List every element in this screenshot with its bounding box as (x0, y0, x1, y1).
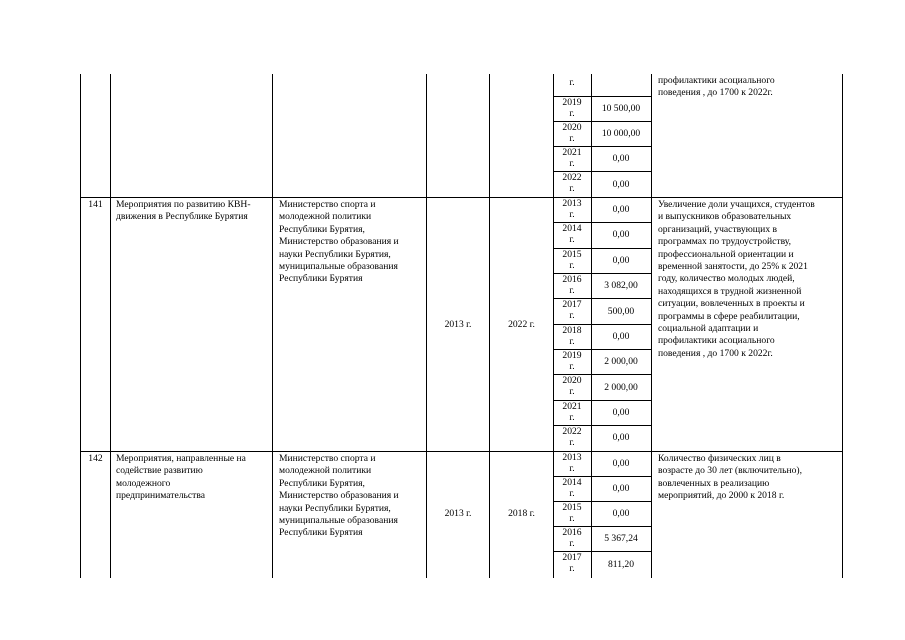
amount-cell: 0,00 (612, 483, 630, 494)
year-cell: 2013 г. (562, 452, 582, 474)
start-year: 2013 г. (444, 319, 472, 330)
year-cell: 2017 г. (562, 552, 582, 574)
year-cell: 2014 г. (562, 477, 582, 499)
row-number: 141 (88, 199, 103, 210)
amount-cell: 500,00 (607, 306, 635, 317)
row-separator-141 (80, 197, 842, 198)
start-year: 2013 г. (444, 508, 472, 519)
year-cell: 2018 г. (562, 325, 582, 347)
column-divider-amount (651, 74, 652, 578)
amount-cell: 0,00 (612, 153, 630, 164)
amount-cell: 811,20 (607, 559, 635, 570)
amount-cell: 0,00 (612, 407, 630, 418)
amount-cell: 0,00 (612, 229, 630, 240)
row-number: 142 (88, 453, 103, 464)
measure-text: Мероприятия, направленные на содействие развитию молодежного предпринимательства (116, 453, 246, 502)
year-cell: 2021 г. (562, 147, 582, 169)
column-divider-year (591, 74, 592, 578)
year-cell: 2019 г. (562, 350, 582, 372)
year-cell: 2020 г. (562, 122, 582, 144)
amount-cell: 2 000,00 (604, 356, 638, 367)
year-cell: 2021 г. (562, 401, 582, 423)
amount-cell: 0,00 (612, 331, 630, 342)
measure-text: Мероприятия по развитию КВН- движения в Республике Бурятия (116, 199, 251, 223)
year-cell: г. (569, 77, 575, 88)
year-cell: 2014 г. (562, 223, 582, 245)
end-year: 2018 г. (508, 508, 535, 519)
result-text: Увеличение доли учащихся, студентов и выпускников образовательных организаций, участвующих в программах по трудоустройству, профессиональной ориентации и временной занятости, до 25% к 2021 году, количество молодых людей, находящихся в трудной жизненной ситуации, вовлеченных в проекты и программы в сфере реабилитации, социальной адаптации и профилактики асоциального поведения , до 1700 к 2022г. (658, 199, 815, 359)
year-cell: 2016 г. (562, 274, 582, 296)
amount-cell: 10 500,00 (601, 103, 641, 114)
table-border-right (842, 74, 843, 578)
amount-cell: 0,00 (612, 458, 630, 469)
year-cell: 2016 г. (562, 527, 582, 549)
year-cell: 2015 г. (562, 249, 582, 271)
year-cell: 2019 г. (562, 97, 582, 119)
result-text-continued: профилактики асоциального поведения , до 1700 к 2022г. (658, 75, 775, 99)
column-divider-measure (272, 74, 273, 578)
result-text: Количество физических лиц в возрасте до 30 лет (включительно), вовлеченных в реализацию мероприятий, до 2000 к 2018 г. (658, 453, 802, 502)
year-cell: 2022 г. (562, 426, 582, 448)
amount-cell: 5 367,24 (604, 533, 638, 544)
year-cell: 2020 г. (562, 375, 582, 397)
year-cell: 2022 г. (562, 172, 582, 194)
executor-text: Министерство спорта и молодежной политики Республики Бурятия, Министерство образования и науки Республики Бурятия, муниципальные образования Республики Бурятия (279, 199, 399, 285)
amount-cell: 10 000,00 (601, 128, 641, 139)
year-cell: 2017 г. (562, 299, 582, 321)
table-border-left (80, 74, 81, 578)
end-year: 2022 г. (508, 319, 535, 330)
amount-cell: 0,00 (612, 508, 630, 519)
amount-cell: 2 000,00 (604, 382, 638, 393)
amount-cell: 0,00 (612, 432, 630, 443)
column-divider-num (110, 74, 111, 578)
amount-cell: 0,00 (612, 204, 630, 215)
row-separator-142 (80, 451, 842, 452)
executor-text: Министерство спорта и молодежной политики Республики Бурятия, Министерство образования и науки Республики Бурятия, муниципальные образования Республики Бурятия (279, 453, 399, 539)
year-cell: 2015 г. (562, 502, 582, 524)
year-cell: 2013 г. (562, 198, 582, 220)
amount-cell: 0,00 (612, 255, 630, 266)
amount-cell: 3 082,00 (604, 280, 638, 291)
amount-cell: 0,00 (612, 179, 630, 190)
